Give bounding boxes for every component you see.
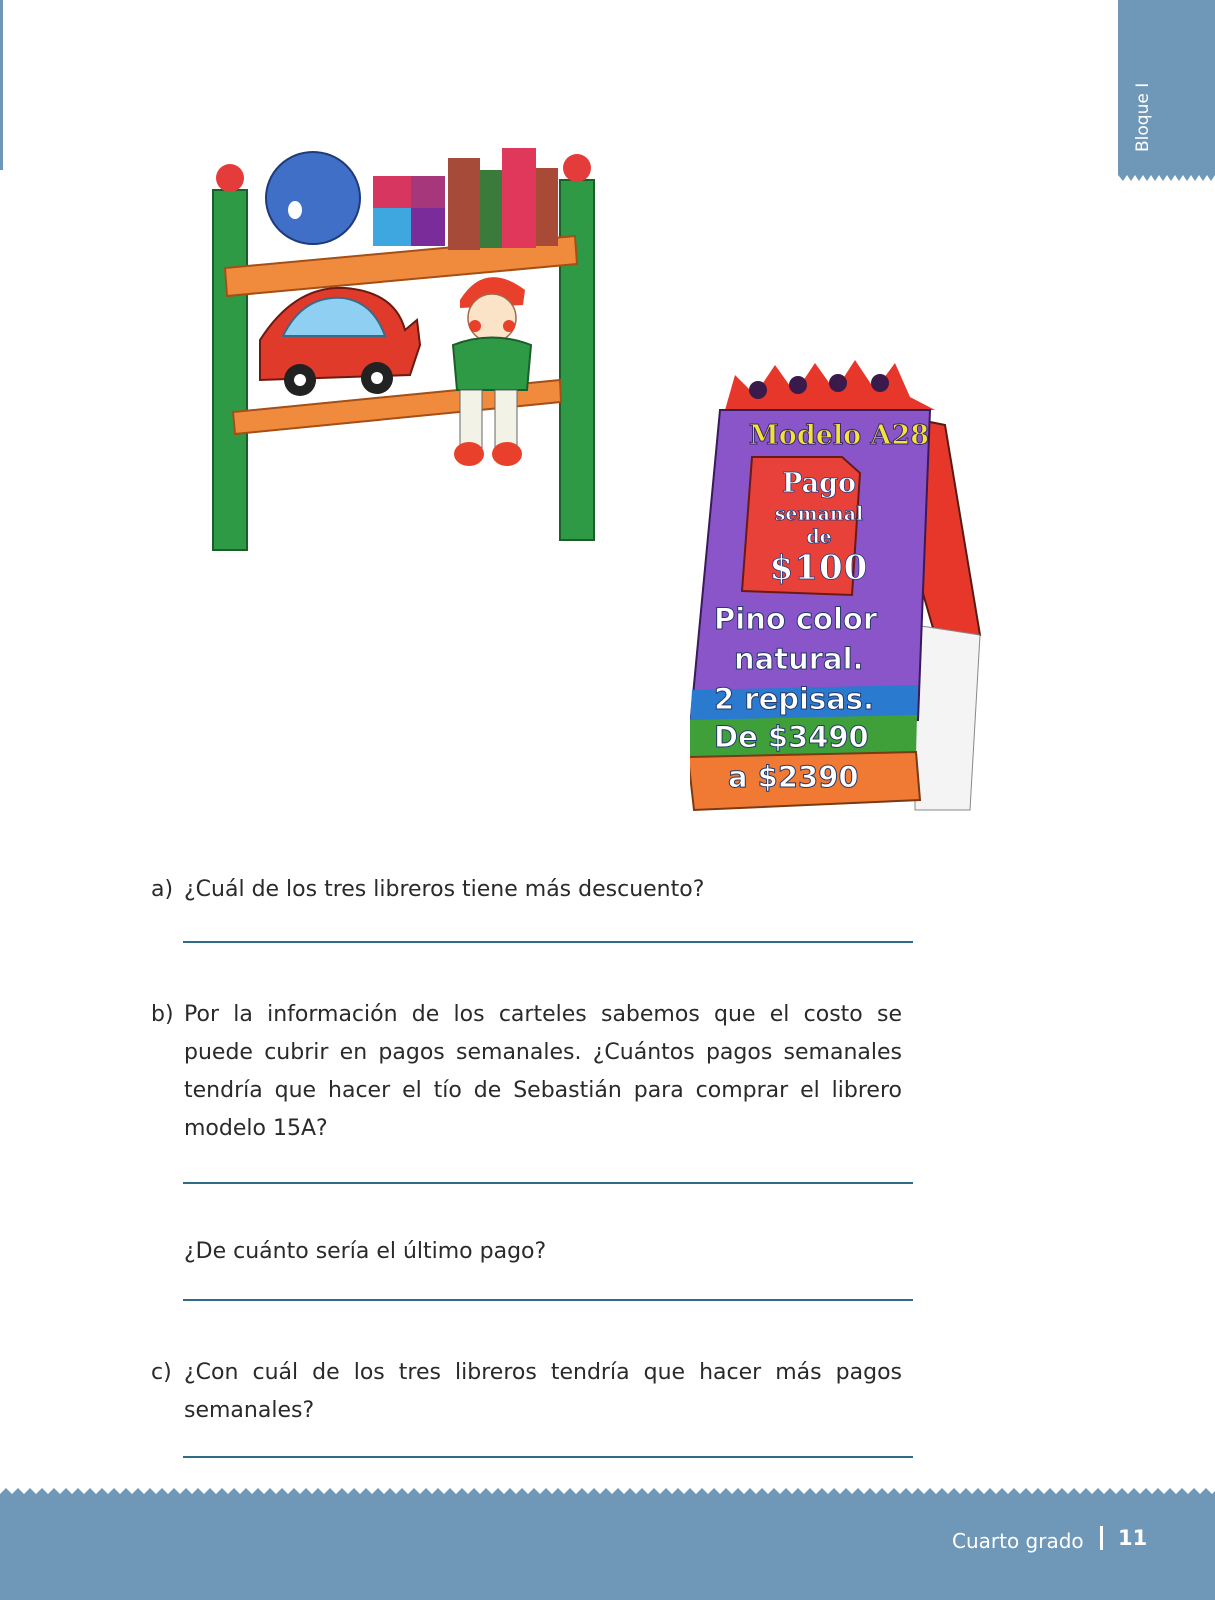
zigzag-border-icon: [0, 1486, 1215, 1500]
sign-model-name: Modelo A28: [748, 420, 930, 451]
footer-grade: Cuarto grado: [952, 1529, 1084, 1553]
sign-desc-line-5: a $2390: [728, 760, 859, 794]
question-b-text: Por la información de los carteles sabemos que el costo se puede cubrir en pagos semanales. ¿Cuántos pagos semanales tendría que hacer el tío de Sebastián para comprar el librero modelo 15A?: [184, 1002, 902, 1141]
question-a-label: a): [151, 877, 174, 902]
page-number: 11: [1118, 1526, 1148, 1550]
question-c-text: ¿Con cuál de los tres libreros tendría que hacer más pagos semanales?: [184, 1360, 902, 1423]
zigzag-edge-icon: [1118, 173, 1215, 183]
answer-line-b[interactable]: [183, 1182, 913, 1184]
question-b2: [151, 1233, 911, 1271]
question-b: [151, 996, 911, 1148]
bookshelf-illustration: [205, 140, 625, 560]
bloque-label: Bloque I: [1133, 82, 1153, 152]
sign-desc-line-1: Pino color: [714, 602, 878, 636]
answer-line-a[interactable]: [183, 941, 913, 943]
question-c: [151, 1354, 911, 1430]
footer-separator: [1100, 1526, 1103, 1550]
sign-desc-line-3: 2 repisas.: [714, 682, 875, 716]
question-a-text: ¿Cuál de los tres libreros tiene más descuento?: [184, 877, 705, 902]
answer-line-b2[interactable]: [183, 1299, 913, 1301]
question-a: [151, 871, 911, 909]
question-b2-text: ¿De cuánto sería el último pago?: [184, 1239, 547, 1264]
sign-pago-de: de: [806, 526, 832, 548]
left-margin-rule: [0, 0, 3, 170]
sign-desc-line-2: natural.: [734, 642, 864, 676]
question-c-label: c): [151, 1360, 172, 1385]
answer-line-c[interactable]: [183, 1456, 913, 1458]
sign-desc-line-4: De $3490: [714, 720, 869, 754]
sign-pago-label: Pago: [782, 468, 856, 499]
question-b-label: b): [151, 1002, 174, 1027]
sign-pago-semanal: semanal: [774, 503, 864, 525]
sign-pago-amount: $100: [769, 548, 869, 588]
